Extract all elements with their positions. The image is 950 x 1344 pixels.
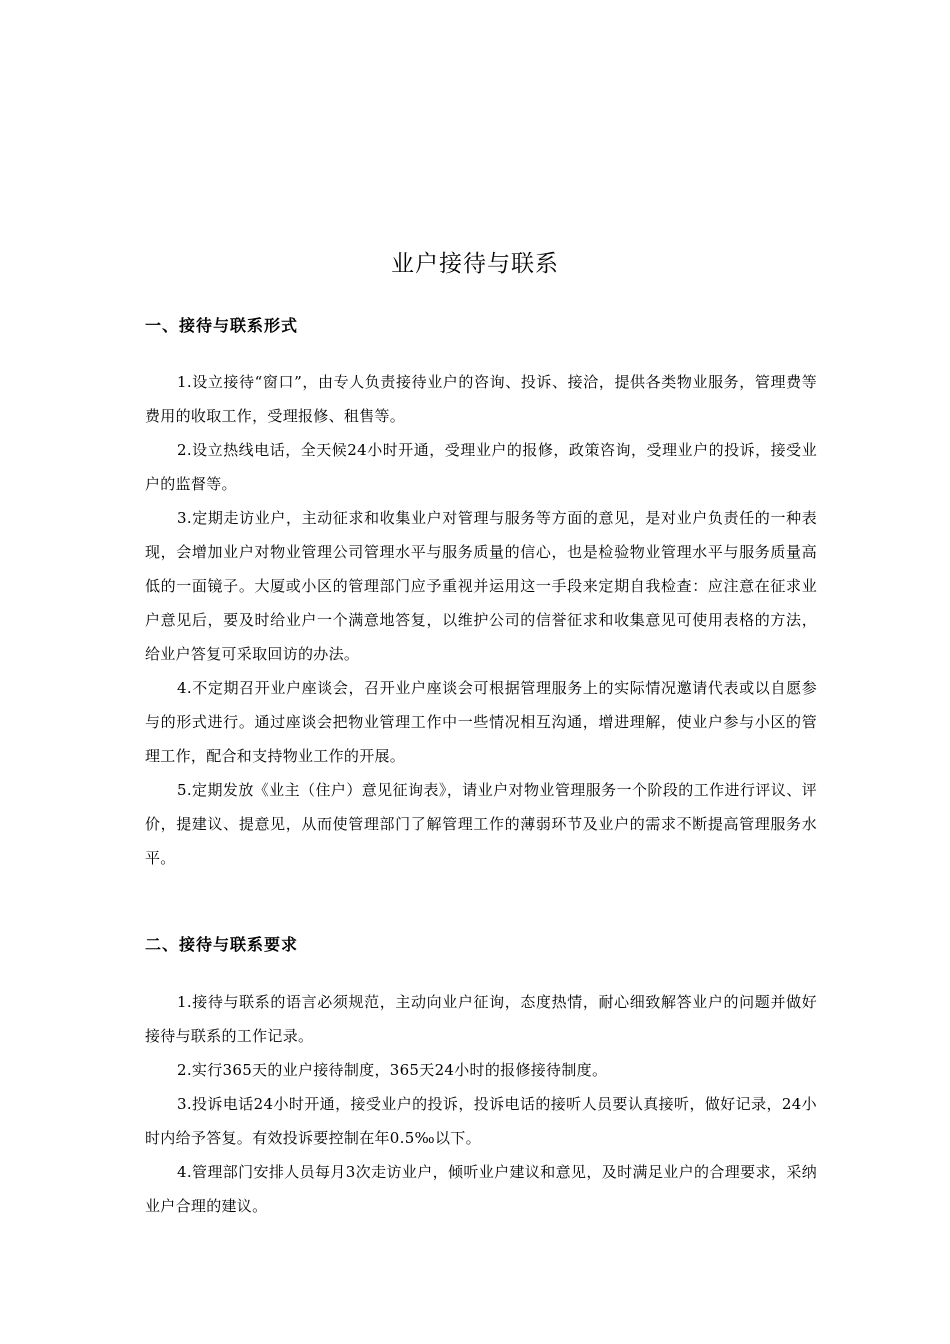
paragraph: 2.设立热线电话，全天候24小时开通，受理业户的报修，政策咨询，受理业户的投诉，接受业户的监督等。 (145, 441, 817, 493)
paragraph: 2.实行365天的业户接待制度，365天24小时的报修接待制度。 (177, 1061, 608, 1079)
paragraph: 4.管理部门安排人员每月3次走访业户，倾听业户建议和意见，及时满足业户的合理要求，采纳业户合理的建议。 (145, 1163, 817, 1215)
paragraph: 1.接待与联系的语言必须规范，主动向业户征询，态度热情，耐心细致解答业户的问题并做好接待与联系的工作记录。 (145, 993, 817, 1045)
paragraph: 4.不定期召开业户座谈会，召开业户座谈会可根据管理服务上的实际情况邀请代表或以自愿参与的形式进行。通过座谈会把物业管理工作中一些情况相互沟通，增进理解，使业户参与小区的管理工作，配合和支持物业工作的开展。 (145, 679, 817, 765)
section-heading-requirements: 二、接待与联系要求 (145, 935, 299, 954)
paragraph: 5.定期发放《业主（住户）意见征询表》，请业户对物业管理服务一个阶段的工作进行评议、评价，提建议、提意见，从而使管理部门了解管理工作的薄弱环节及业户的需求不断提高管理服务水平。 (145, 781, 817, 867)
paragraph: 3.投诉电话24小时开通，接受业户的投诉，投诉电话的接听人员要认真接听，做好记录，24小时内给予答复。有效投诉要控制在年0.5‰以下。 (145, 1095, 817, 1147)
paragraph: 3.定期走访业户，主动征求和收集业户对管理与服务等方面的意见，是对业户负责任的一种表现，会增加业户对物业管理公司管理水平与服务质量的信心，也是检验物业管理水平与服务质量高低的一面镜子。大厦或小区的管理部门应予重视并运用这一手段来定期自我检查：应注意在征求业户意见后，要及时给业户一个满意地答复，以维护公司的信誉征求和收集意见可使用表格的方法，给业户答复可采取回访的办法。 (145, 509, 817, 663)
paragraph: 1.设立接待“窗口”，由专人负责接待业户的咨询、投诉、接洽，提供各类物业服务，管理费等费用的收取工作，受理报修、租售等。 (145, 373, 817, 425)
section-body-requirements (145, 985, 817, 1223)
document-title: 业户接待与联系 (391, 251, 559, 277)
section-body-forms (145, 365, 817, 875)
section-heading-forms: 一、接待与联系形式 (145, 316, 299, 335)
